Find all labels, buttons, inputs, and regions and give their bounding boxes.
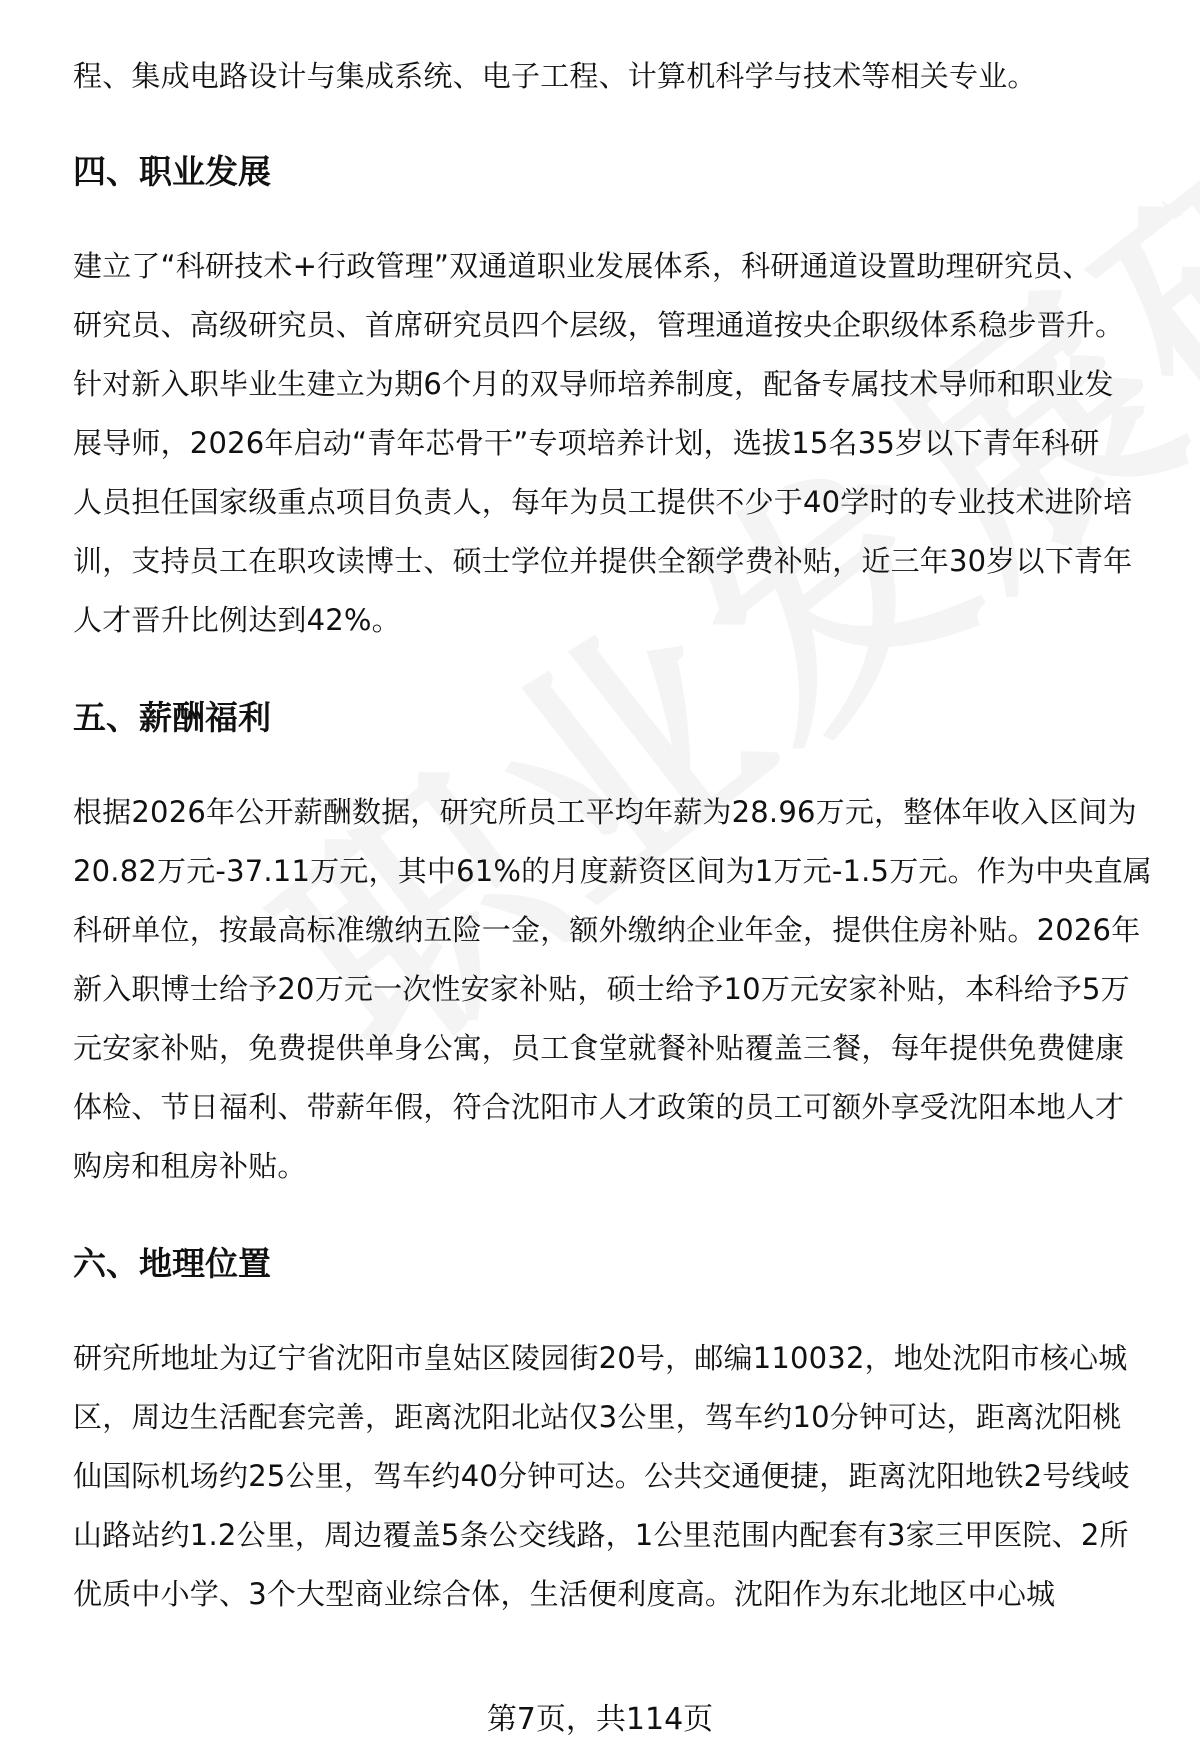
paragraph-line: 优质中小学、3个大型商业综合体，生活便利度高。沈阳作为东北地区中心城 [73,1577,1056,1611]
paragraph-line: 人才晋升比例达到42%。 [73,603,401,637]
paragraph-line: 科研单位，按最高标准缴纳五险一金，额外缴纳企业年金，提供住房补贴。2026年 [73,913,1141,947]
section-heading-compensation: 五、薪酬福利 [73,698,271,737]
paragraph-line: 程、集成电路设计与集成系统、电子工程、计算机科学与技术等相关专业。 [73,59,1037,93]
paragraph-line: 元安家补贴，免费提供单身公寓，员工食堂就餐补贴覆盖三餐，每年提供免费健康 [73,1031,1125,1065]
paragraph-line: 展导师，2026年启动“青年芯骨干”专项培养计划，选拔15名35岁以下青年科研 [73,426,1100,460]
paragraph-line: 针对新入职毕业生建立为期6个月的双导师培养制度，配备专属技术导师和职业发 [73,367,1114,401]
paragraph-line: 仙国际机场约25公里，驾车约40分钟可达。公共交通便捷，距离沈阳地铁2号线岐 [73,1459,1130,1493]
section-paragraph-compensation [73,783,1158,1196]
paragraph-line: 山路站约1.2公里，周边覆盖5条公交线路，1公里范围内配套有3家三甲医院、2所 [73,1518,1129,1552]
paragraph-line: 区，周边生活配套完善，距离沈阳北站仅3公里，驾车约10分钟可达，距离沈阳桃 [73,1400,1122,1434]
paragraph-line: 购房和租房补贴。 [73,1149,307,1183]
paragraph-line: 训，支持员工在职攻读博士、硕士学位并提供全额学费补贴，近三年30岁以下青年 [73,544,1133,578]
section-heading-career: 四、职业发展 [73,152,271,191]
paragraph-line: 研究员、高级研究员、首席研究员四个层级，管理通道按央企职级体系稳步晋升。 [73,308,1125,342]
paragraph-line: 体检、节日福利、带薪年假，符合沈阳市人才政策的员工可额外享受沈阳本地人才 [73,1090,1125,1124]
paragraph-line: 20.82万元-37.11万元，其中61%的月度薪资区间为1万元-1.5万元。作为中央直属 [73,854,1152,888]
paragraph-line: 人员担任国家级重点项目负责人，每年为员工提供不少于40学时的专业技术进阶培 [73,485,1133,519]
section-heading-location: 六、地理位置 [73,1244,271,1283]
page-number-footer: 第7页，共114页 [486,1702,714,1737]
paragraph-line: 新入职博士给予20万元一次性安家补贴，硕士给予10万元安家补贴，本科给予5万 [73,972,1130,1006]
intro-paragraph [73,47,1158,106]
paragraph-line: 建立了“科研技术+行政管理”双通道职业发展体系，科研通道设置助理研究员、 [73,249,1092,283]
paragraph-line: 根据2026年公开薪酬数据，研究所员工平均年薪为28.96万元，整体年收入区间为 [73,795,1137,829]
paragraph-line: 研究所地址为辽宁省沈阳市皇姑区陵园街20号，邮编110032，地处沈阳市核心城 [73,1341,1128,1375]
section-paragraph-career [73,237,1158,650]
document-body [73,47,1158,1624]
section-paragraph-location [73,1329,1158,1624]
